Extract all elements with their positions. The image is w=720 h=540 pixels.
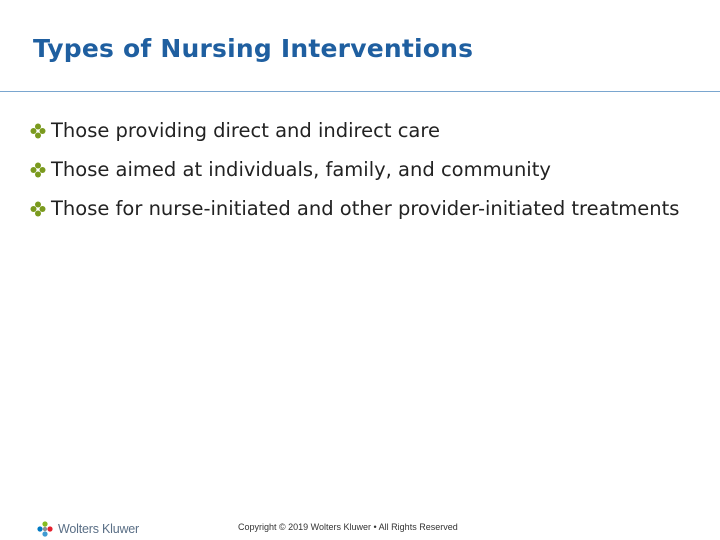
diamond-bullet-icon xyxy=(30,123,46,139)
diamond-bullet-icon xyxy=(30,201,46,217)
slide-title: Types of Nursing Interventions xyxy=(33,34,474,63)
bullet-item xyxy=(30,196,690,222)
bullet-list xyxy=(30,118,690,235)
copyright-text: Copyright © 2019 Wolters Kluwer • All Rights Reserved xyxy=(238,522,458,532)
brand-name: Wolters Kluwer xyxy=(58,522,140,536)
bullet-item xyxy=(30,157,690,183)
bullet-item xyxy=(30,118,690,144)
bullet-text: Those for nurse-initiated and other provider-initiated treatments xyxy=(51,197,680,220)
footer-logo xyxy=(36,519,139,539)
bullet-text: Those aimed at individuals, family, and community xyxy=(51,158,551,181)
diamond-bullet-icon xyxy=(30,162,46,178)
wolters-kluwer-logo-icon xyxy=(36,520,54,538)
title-divider xyxy=(0,91,720,92)
bullet-text: Those providing direct and indirect care xyxy=(51,119,440,142)
